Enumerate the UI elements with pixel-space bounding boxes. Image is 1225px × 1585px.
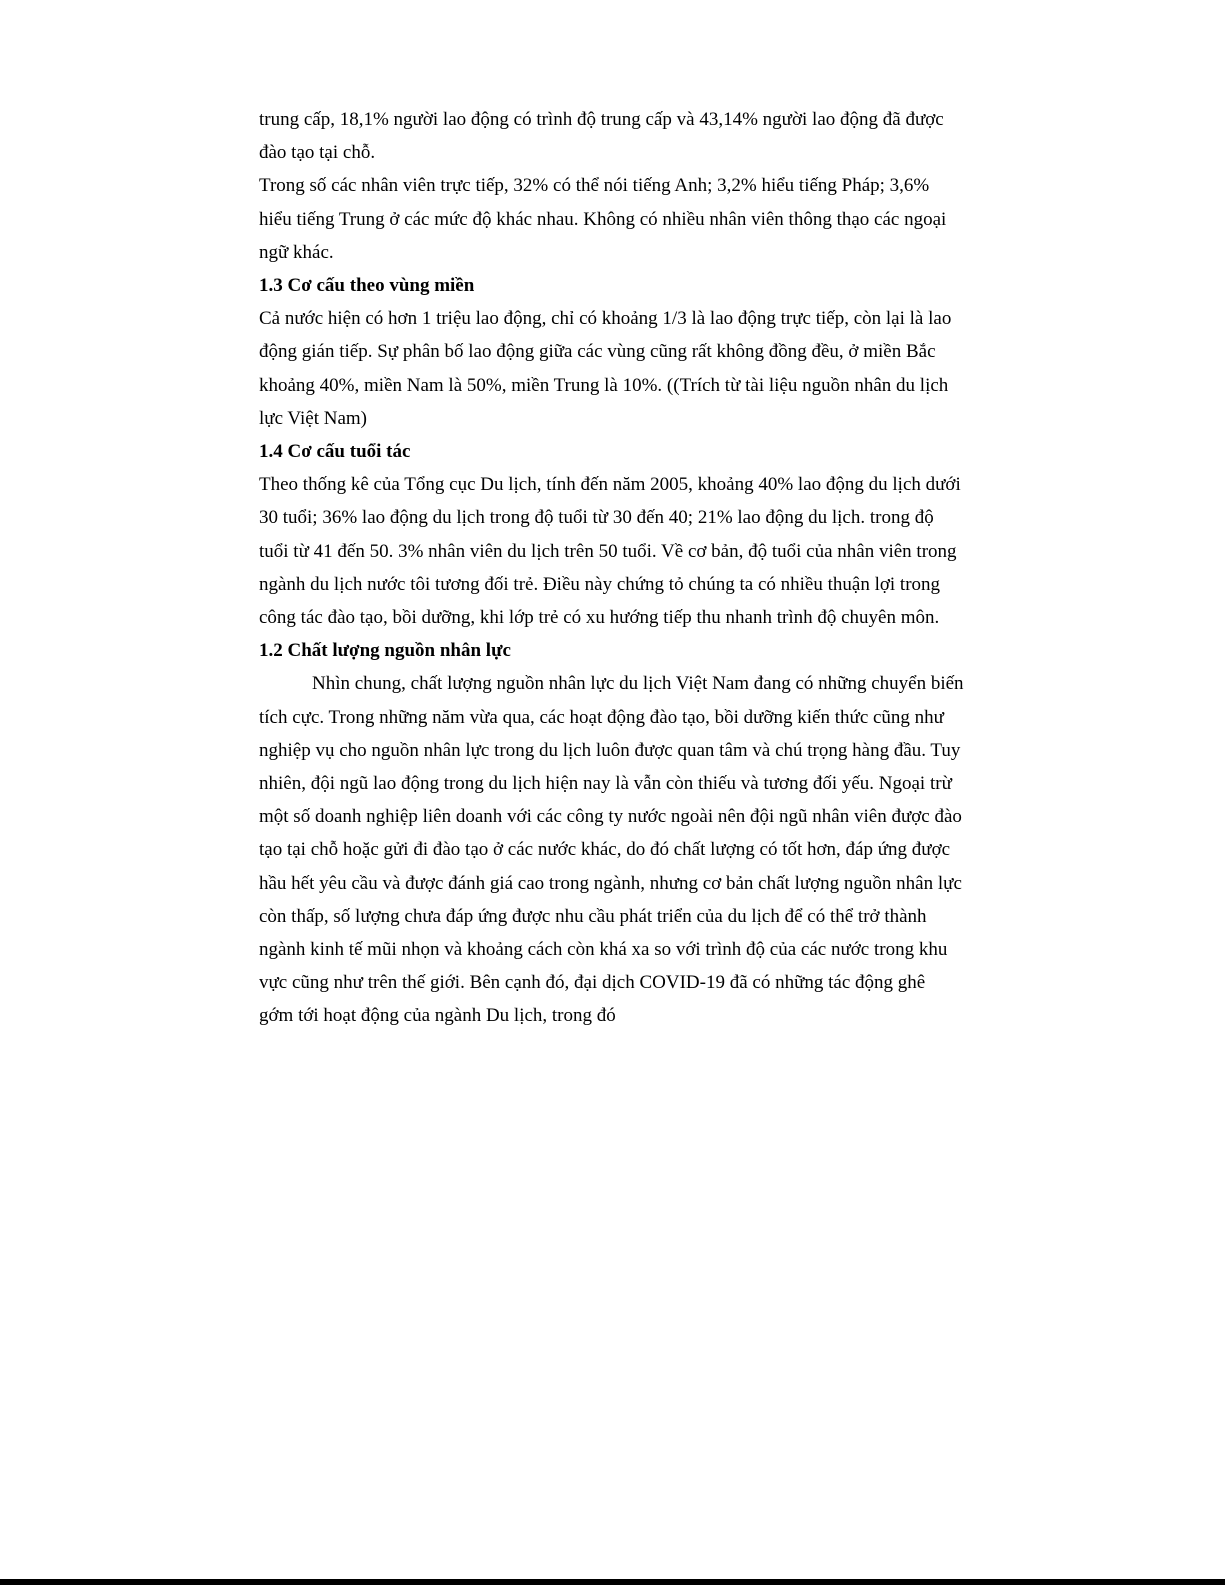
page-bottom-border xyxy=(0,1579,1225,1585)
document-body xyxy=(259,103,964,1033)
paragraph-age-structure: Theo thống kê của Tổng cục Du lịch, tính đến năm 2005, khoảng 40% lao động du lịch dưới 30 tuổi; 36% lao động du lịch trong độ tuổi từ 30 đến 40; 21% lao động du lịch. trong độ tuổi từ 41 đến 50. 3% nhân viên du lịch trên 50 tuổi. Về cơ bản, độ tuổi của nhân viên trong ngành du lịch nước tôi tương đối trẻ. Điều này chứng tỏ chúng ta có nhiều thuận lợi trong công tác đào tạo, bồi dưỡng, khi lớp trẻ có xu hướng tiếp thu nhanh trình độ chuyên môn. xyxy=(259,474,961,629)
paragraph-workforce-quality: Nhìn chung, chất lượng nguồn nhân lực du lịch Việt Nam đang có những chuyển biến tích cực. Trong những năm vừa qua, các hoạt động đào tạo, bồi dưỡng kiến thức cũng như nghiệp vụ cho nguồn nhân lực trong du lịch luôn được quan tâm và chú trọng hàng đầu. Tuy nhiên, đội ngũ lao động trong du lịch hiện nay là vẫn còn thiếu và tương đối yếu. Ngoại trừ một số doanh nghiệp liên doanh với các công ty nước ngoài nên đội ngũ nhân viên được đào tạo tại chỗ hoặc gửi đi đào tạo ở các nước khác, do đó chất lượng có tốt hơn, đáp ứng được hầu hết yêu cầu và được đánh giá cao trong ngành, nhưng cơ bản chất lượng nguồn nhân lực còn thấp, số lượng chưa đáp ứng được nhu cầu phát triển của du lịch để có thể trở thành ngành kinh tế mũi nhọn và khoảng cách còn khá xa so với trình độ của các nước trong khu vực cũng như trên thế giới. Bên cạnh đó, đại dịch COVID-19 đã có những tác động ghê gớm tới hoạt động của ngành Du lịch, trong đó xyxy=(259,673,964,1027)
paragraph-language-skills: Trong số các nhân viên trực tiếp, 32% có thể nói tiếng Anh; 3,2% hiểu tiếng Pháp; 3,6% hiểu tiếng Trung ở các mức độ khác nhau. Không có nhiều nhân viên thông thạo các ngoại ngữ khác. xyxy=(259,175,947,263)
paragraph-qualification-levels: trung cấp, 18,1% người lao động có trình độ trung cấp và 43,14% người lao động đã được đào tạo tại chỗ. xyxy=(259,109,944,164)
paragraph-regional-structure: Cả nước hiện có hơn 1 triệu lao động, chỉ có khoảng 1/3 là lao động trực tiếp, còn lại là lao động gián tiếp. Sự phân bố lao động giữa các vùng cũng rất không đồng đều, ở miền Bắc khoảng 40%, miền Nam là 50%, miền Trung là 10%. ((Trích từ tài liệu nguồn nhân du lịch lực Việt Nam) xyxy=(259,308,952,429)
heading-age-structure: 1.4 Cơ cấu tuổi tác xyxy=(259,441,411,463)
heading-workforce-quality: 1.2 Chất lượng nguồn nhân lực xyxy=(259,640,511,662)
heading-regional-structure: 1.3 Cơ cấu theo vùng miền xyxy=(259,275,475,297)
